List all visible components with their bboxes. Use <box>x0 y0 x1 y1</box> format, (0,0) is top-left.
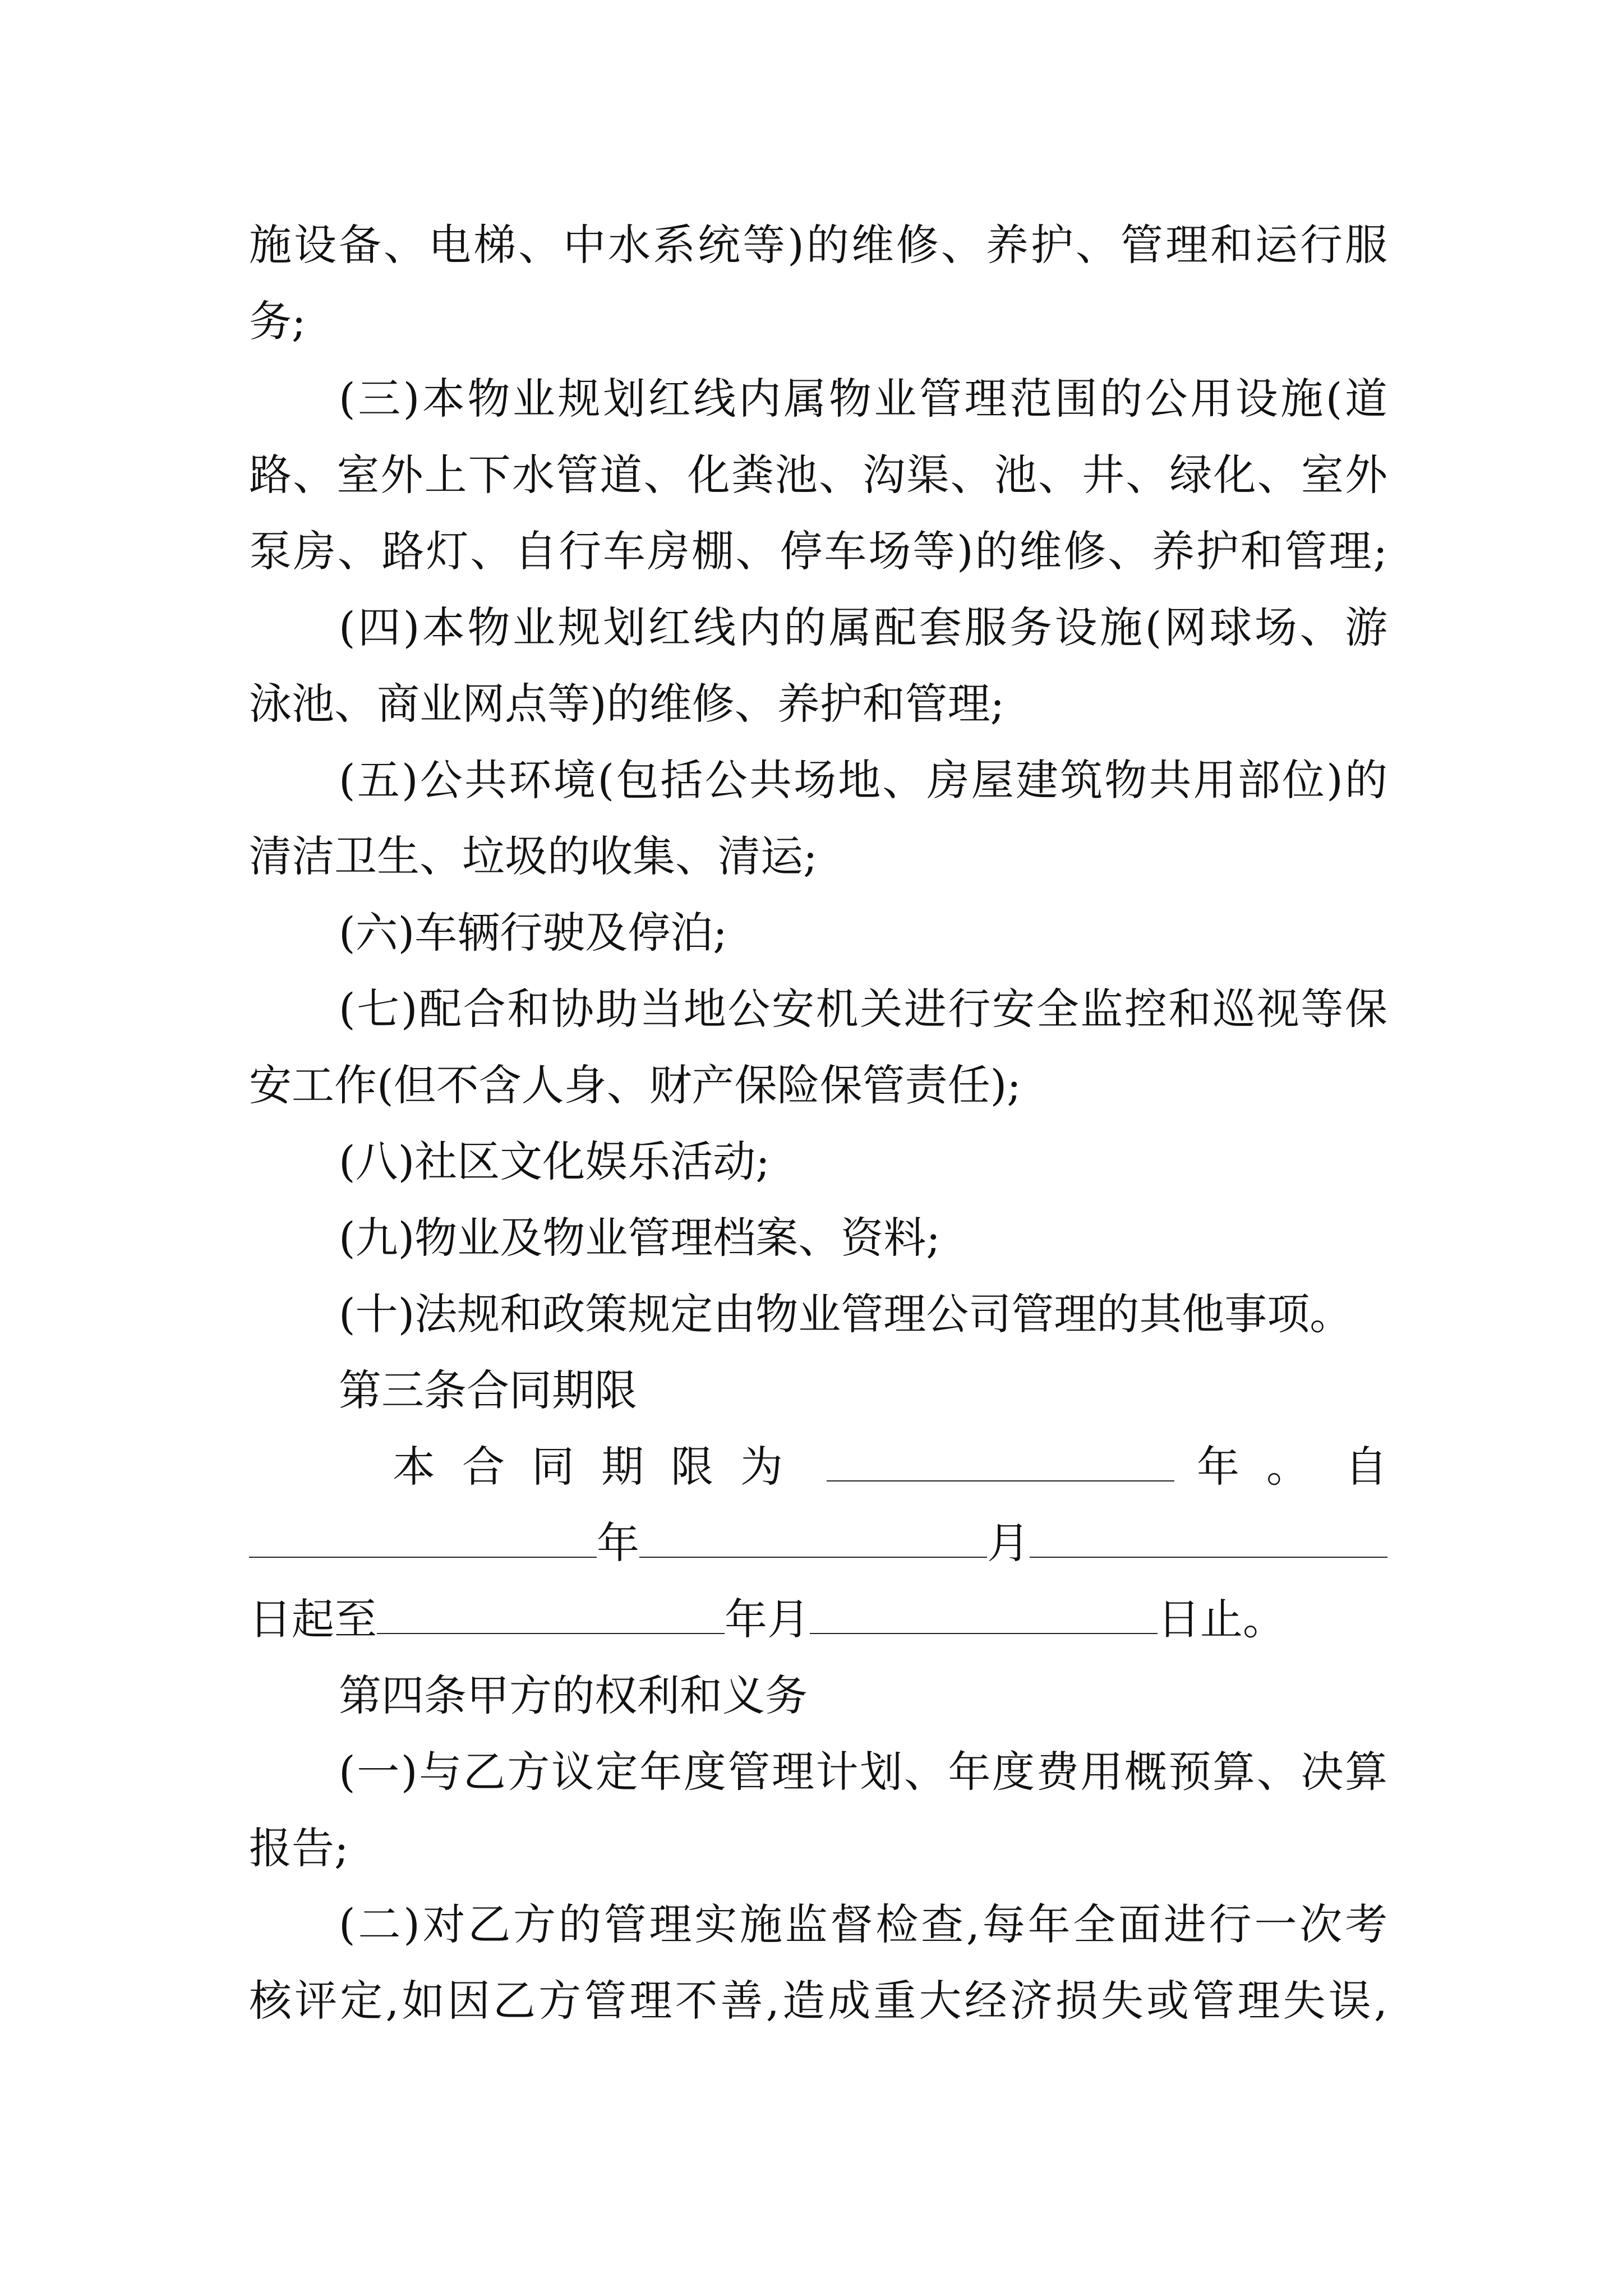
day-from-label: 日起至 <box>249 1594 377 1644</box>
clause-item-5: (五)公共环境(包括公共场地、房屋建筑物共用部位)的 <box>339 755 1387 805</box>
clause-item-6: (六)车辆行驶及停泊; <box>339 908 727 958</box>
paragraph-line: 务; <box>249 296 306 346</box>
clause-item-8: (八)社区文化娱乐活动; <box>339 1137 770 1186</box>
term-from: 自 <box>1345 1442 1387 1492</box>
end-day-blank[interactable] <box>810 1594 1158 1634</box>
clause-item-10: (十)法规和政策规定由物业管理公司管理的其他事项。 <box>339 1289 1353 1339</box>
paragraph-line: 核评定,如因乙方管理不善,造成重大经济损失或管理失误, <box>249 1976 1387 2026</box>
start-day-blank[interactable] <box>1030 1517 1387 1558</box>
start-month-label: 月 <box>987 1518 1030 1568</box>
paragraph-line: 泵房、路灯、自行车房棚、停车场等)的维修、养护和管理; <box>249 526 1387 576</box>
start-year-blank[interactable] <box>249 1517 597 1558</box>
start-year-label: 年 <box>597 1518 639 1568</box>
end-year-month-label: 年月 <box>725 1594 810 1644</box>
end-year-blank[interactable] <box>377 1594 725 1634</box>
section-heading-4: 第四条甲方的权利和义务 <box>339 1671 808 1720</box>
paragraph-line: 路、室外上下水管道、化粪池、沟渠、池、井、绿化、室外 <box>249 450 1387 500</box>
paragraph-line: 安工作(但不含人身、财产保险保管责任); <box>249 1060 1021 1110</box>
paragraph-line: 报告; <box>249 1823 349 1873</box>
term-line-1 <box>393 1436 1387 1498</box>
term-line-3 <box>249 1589 1387 1650</box>
start-month-blank[interactable] <box>639 1517 987 1558</box>
clause-item-4: (四)本物业规划红线内的属配套服务设施(网球场、游 <box>339 602 1387 652</box>
clause-item-9: (九)物业及物业管理档案、资料; <box>339 1213 940 1263</box>
paragraph-line: 泳池、商业网点等)的维修、养护和管理; <box>249 679 1005 729</box>
term-line-2 <box>249 1512 1387 1574</box>
term-years-blank[interactable] <box>827 1441 1174 1481</box>
clause-item-2: (二)对乙方的管理实施监督检查,每年全面进行一次考 <box>339 1899 1387 1949</box>
term-year-unit: 年。 <box>1197 1442 1336 1492</box>
term-intro: 本合同期限为 <box>393 1442 810 1492</box>
clause-item-3: (三)本物业规划红线内属物业管理范围的公用设施(道 <box>339 374 1387 424</box>
paragraph-line: 清洁卫生、垃圾的收集、清运; <box>249 831 818 881</box>
clause-item-1: (一)与乙方议定年度管理计划、年度费用概预算、决算 <box>339 1747 1387 1797</box>
section-heading-3: 第三条合同期限 <box>339 1365 637 1415</box>
clause-item-7: (七)配合和协助当地公安机关进行安全监控和巡视等保 <box>339 984 1387 1034</box>
paragraph-line: 施设备、电梯、中水系统等)的维修、养护、管理和运行服 <box>249 220 1387 270</box>
day-until-label: 日止。 <box>1158 1594 1285 1644</box>
